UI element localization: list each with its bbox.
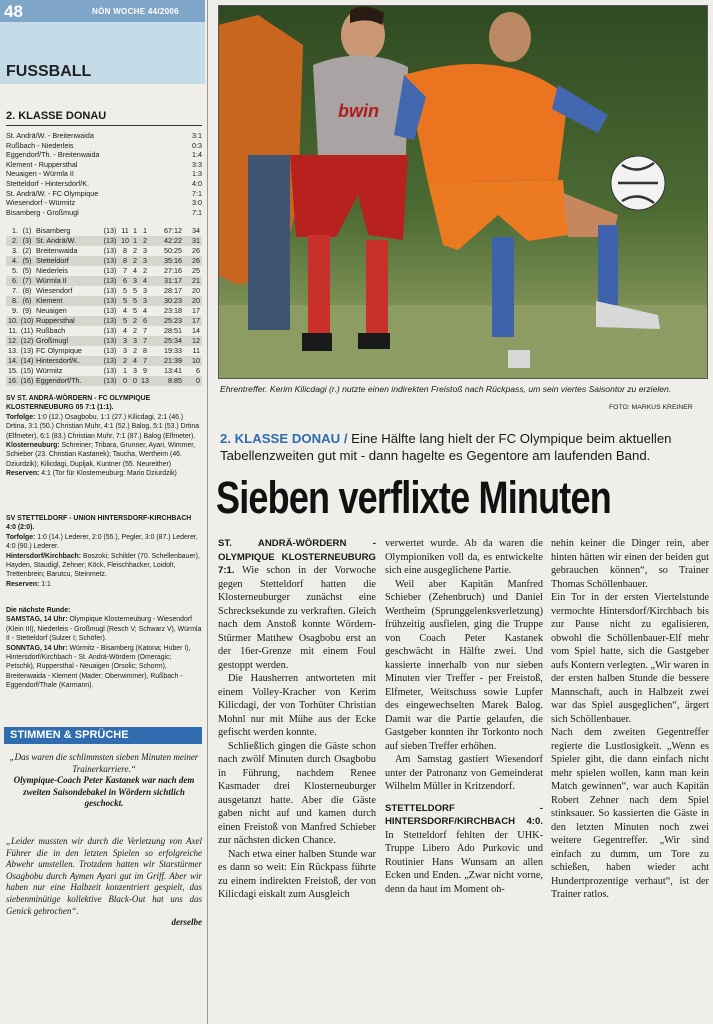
table-cell: (8) — [22, 286, 32, 295]
table-cell: Würmitz — [36, 366, 63, 375]
result-score: 7:1 — [192, 188, 202, 198]
table-cell: (15) — [20, 366, 34, 375]
table-cell: 20 — [192, 286, 200, 295]
table-cell: 2 — [133, 256, 137, 265]
table-row — [6, 266, 202, 276]
table-cell: (13) — [103, 246, 117, 255]
photo-credit: FOTO: MARKUS KREINER — [609, 404, 693, 411]
table-cell: 3. — [12, 246, 18, 255]
table-cell: 1 — [143, 226, 147, 235]
table-cell: 12 — [192, 336, 200, 345]
article-kicker — [220, 430, 706, 464]
table-cell: (14) — [20, 356, 34, 365]
table-cell: (13) — [103, 296, 117, 305]
table-row — [6, 306, 202, 316]
table-cell: (13) — [103, 356, 117, 365]
table-cell: (13) — [103, 336, 117, 345]
kicker-text: Eine Hälfte lang hielt der FC Olympique beim aktuellen Tabellenzweiten gut mit - dann hagelte es Gegentore am laufenden Band. — [220, 431, 672, 463]
next-round-saturday: Olympique Klosterneuburg - Wiesendorf (Klein III), Niederleis - Großmugl (Resch V; Schwarz V), Würmla II - Stetteldorf (Sulzer I; Schöfer). — [6, 616, 202, 643]
result-score: 7:1 — [192, 207, 202, 217]
divider — [6, 125, 202, 126]
article-column-2: verwertet wurde. Ab da waren die Olympioniken voll da, es entwickelte sich eine ausgeglichene Partie. Weil aber Kapitän Manfred Schieber (Zehenbruch) und Daniel Wertheim (Sprunggelenksverletzung) frühzeitig ausfielen, ging die Truppe von Coach Peter Kastanek geschwächt in Hälfte zwei. Und kassierte innerhalb von nur sieben Minuten vier Treffer - per Freistoß, Elfmeter, Weitschuss sowie Lupfer des eingewechselten Marek Balog. Damit war die Partie gelaufen, die Gastgeber konnten ihr Torkonto noch auf sieben Treffer erhöhen. Am Samstag gastiert Wiesendorf unter der Patronanz von Gemeinderat Wilhelm Müller in Kritzendorf. STETTELDORF - HINTERSDORF/KIRCHBACH 4:0. In Stetteldorf fehlten der UHK-Truppe Libero Ado Purkovic und Routinier Hans Wunsam an allen Ecken und Enden. „Zwar nicht vorne, denn da haut im Moment oh- — [385, 538, 543, 895]
result-row — [6, 131, 202, 141]
table-cell: 7 — [123, 266, 127, 275]
table-cell: Großmugl — [36, 336, 68, 345]
photo-frame — [218, 5, 708, 379]
table-cell: 2 — [123, 356, 127, 365]
table-cell: 5 — [133, 296, 137, 305]
article-subhead: STETTELDORF - HINTERSDORF/KIRCHBACH 4:0. — [385, 802, 543, 827]
match2-lineup: Boszoki; Schilder (70. Schellenbauer), Hayden, Staudigl, Zehner; Köck, Fleischhacker, Loidolt, Trettenbrein; Barutcu, Steinmetz. — [6, 552, 200, 579]
table-cell: 20 — [192, 296, 200, 305]
table-cell: Würmla II — [36, 276, 67, 285]
table-cell: 4 — [123, 306, 127, 315]
table-cell: (9) — [22, 306, 32, 315]
result-score: 1:4 — [192, 150, 202, 160]
table-cell: 5 — [123, 296, 127, 305]
table-cell: Niederleis — [36, 266, 68, 275]
table-cell: 21:39 — [164, 356, 182, 365]
table-cell: 0 — [123, 376, 127, 385]
table-cell: 15. — [8, 366, 18, 375]
table-cell: 2. — [12, 236, 18, 245]
table-row — [6, 296, 202, 306]
table-cell: (6) — [22, 296, 32, 305]
column-divider — [207, 0, 208, 1024]
table-cell: St. Andrä/W. — [36, 236, 76, 245]
issue-label: NÖN WOCHE 44/2006 — [92, 7, 179, 16]
table-cell: 3 — [143, 296, 147, 305]
table-cell: 8 — [123, 246, 127, 255]
table-cell: 1. — [12, 226, 18, 235]
table-row — [6, 226, 202, 236]
table-cell: 26 — [192, 256, 200, 265]
table-cell: Stetteldorf — [36, 256, 69, 265]
table-cell: 34 — [192, 226, 200, 235]
table-cell: 10. — [8, 316, 18, 325]
result-row — [6, 160, 202, 170]
table-cell: 21 — [192, 276, 200, 285]
match1-report: SV ST. ANDRÄ-WÖRDERN - FC OLYMPIQUE KLOSTERNEUBURG 05 7:1 (1:1). Torfolge: 1:0 (12.) Osagbobu, 1:1 (27.) Kilicdagi, 2:1 (46.) Drtina, 3:1 (50.) Christian Muhr, 4:1 (52.) Balog, 5:1 (53.) Drtina (Elfmeter), 6:1 (83.) Christian Muhr, 7:1 (87.) Balog (Elfmeter). Klosterneuburg: Schreiner; Tribara, Grunner, Ayari, Wimmer, Schieber (23. Christian Kastanek); Taucha, Wertheim (46. Dziurdzik); Kilicdagi, Dupljak, Kuntner (55. Neureither) Reserven: 4:1 (Tor für Klosterneuburg: Mario Dziurdzik) — [6, 395, 200, 478]
table-row — [6, 286, 202, 296]
table-cell: (13) — [103, 326, 117, 335]
next-round-sunday: Würmitz - Bisamberg (Katona; Huber I), Hintersdorf/Kirchbach - St. Andrä-Wördern (Omeragic; Petschk), Ruppersthal - Neuaigen (Orsolic; Schorm), Breitenwaida - Klement (Mader; Oberwimmer), Rußbach - Eggendorf/Thale (Karmann). — [6, 644, 191, 690]
result-row — [6, 208, 202, 218]
result-score: 3:0 — [192, 198, 202, 208]
table-cell: 5 — [133, 286, 137, 295]
table-cell: (11) — [20, 326, 34, 335]
table-cell: 4 — [133, 266, 137, 275]
table-cell: Eggendorf/Th. — [36, 376, 82, 385]
table-cell: (13) — [103, 266, 117, 275]
page-number: 48 — [4, 2, 23, 21]
table-cell: 2 — [133, 316, 137, 325]
table-cell: 1 — [133, 226, 137, 235]
section-title: FUSSBALL — [6, 63, 92, 80]
table-cell: 13:41 — [164, 366, 182, 375]
match1-lineup: Schreiner; Tribara, Grunner, Ayari, Wimmer, Schieber (23. Christian Kastanek); Taucha, Wertheim (46. Dziurdzik); Kilicdagi, Dupljak, Kuntner (55. Neureither) — [6, 442, 196, 468]
match1-reserve: 4:1 (Tor für Klosterneuburg: Mario Dziurdzik) — [41, 470, 177, 478]
table-cell: 11 — [192, 346, 200, 355]
table-row — [6, 256, 202, 266]
table-cell: 3 — [133, 276, 137, 285]
result-row — [6, 141, 202, 151]
table-cell: 2 — [143, 266, 147, 275]
table-cell: 10 — [121, 236, 129, 245]
article-column-3: nehin keiner die Dinger rein, aber hinten hätten wir einen der beiden gut gebrauchen können“, so Trainer Thomas Schöllenbauer. Ein Tor in der ersten Viertelstunde vermochte Hintersdorf/Kirchbach bis zur Pause nicht zu egalisieren, obwohl die Schöllenbauer-Elf mehr vom Spiel hatte, sich die Gastgeber aufs Kontern verlegten. „Wir waren in der ersten halben Stunde die bessere Mannschaft, auch in Halbzeit zwei war das Spiel ausgeglichen“, ärgert sich Schöllenbauer. Nach dem zweiten Gegentreffer regierte die Lustlosigkeit. „Wenn es Spieler gibt, die dann einfach nicht mehr spielen wollen, kann man kein Match gewinnen“, war auch Kapitän Robert Zehner nach dem Spiel stinksauer. So kassierten die Gäste in den letzten Minuten noch zwei weitere Gegentreffer. „Wir sind einfach zu dumm, um Tore zu schießen, haben wieder acht Hundertprozentige verhaut“, ist der Trainer ratlos. — [551, 538, 709, 900]
table-cell: 2 — [133, 346, 137, 355]
table-cell: 5. — [12, 266, 18, 275]
table-cell: (7) — [22, 276, 32, 285]
table-cell: 14 — [192, 326, 200, 335]
result-score: 3:1 — [192, 131, 202, 140]
result-score: 0:3 — [192, 140, 202, 150]
table-cell: 3 — [143, 246, 147, 255]
table-cell: Wiesendorf — [36, 286, 73, 295]
table-cell: (10) — [20, 316, 34, 325]
table-cell: (5) — [22, 266, 32, 275]
match2-reserve: 1:1 — [41, 580, 51, 588]
table-cell: 6 — [196, 366, 200, 375]
table-cell: Breitenwaida — [36, 246, 78, 255]
table-cell: (13) — [103, 346, 117, 355]
table-cell: 0 — [133, 376, 137, 385]
table-cell: 35:16 — [164, 256, 182, 265]
table-cell: 9 — [143, 366, 147, 375]
table-cell: 31:17 — [164, 276, 182, 285]
table-cell: 28:51 — [164, 326, 182, 335]
table-cell: 13 — [141, 376, 149, 385]
table-cell: (13) — [103, 366, 117, 375]
result-match: Klement - Ruppersthal — [6, 159, 78, 169]
table-cell: 6 — [143, 316, 147, 325]
next-round-label: Die nächste Runde: — [6, 607, 71, 614]
table-cell: (13) — [20, 346, 34, 355]
table-cell: 5 — [123, 316, 127, 325]
table-cell: 67:12 — [164, 226, 182, 235]
result-row — [6, 179, 202, 189]
result-match: Neuaigen - Würmla II — [6, 169, 74, 179]
next-round: Die nächste Runde: SAMSTAG, 14 Uhr: Olympique Klosterneuburg - Wiesendorf (Klein III), Niederleis - Großmugl (Resch V; Schwarz V), Würmla II - Stetteldorf (Sulzer I; Schöfer). SONNTAG, 14 Uhr: Würmitz - Bisamberg (Katona; Huber I), Hintersdorf/Kirchbach - St. Andrä-Wördern (Omeragic; Petschk), Ruppersthal - Neuaigen (Orsolic; Schorm), Breitenwaida - Klement (Mader; Oberwimmer), Rußbach - Eggendorf/Thale (Karmann). — [6, 607, 202, 690]
table-cell: 16. — [8, 376, 18, 385]
table-cell: 4 — [143, 276, 147, 285]
table-row — [6, 356, 202, 366]
table-cell: 3 — [133, 336, 137, 345]
match1-title: SV ST. ANDRÄ-WÖRDERN - FC OLYMPIQUE KLOSTERNEUBURG 05 7:1 (1:1). — [6, 395, 151, 412]
table-cell: 4. — [12, 256, 18, 265]
match1-goals: 1:0 (12.) Osagbobu, 1:1 (27.) Kilicdagi, 2:1 (46.) Drtina, 3:1 (50.) Christian Muhr, 4:1 (52.) Balog, 5:1 (53.) Drtina (Elfmeter), 6:1 (83.) Christian Muhr, 7:1 (87.) Balog (Elfmeter). — [6, 413, 200, 440]
table-cell: 2 — [133, 246, 137, 255]
table-cell: 7 — [143, 356, 147, 365]
table-row — [6, 326, 202, 336]
table-cell: 12. — [8, 336, 18, 345]
table-cell: 30:23 — [164, 296, 182, 305]
result-score: 3:3 — [192, 159, 202, 169]
table-cell: 42:22 — [164, 236, 182, 245]
table-cell: 17 — [192, 306, 200, 315]
table-cell: 4 — [133, 356, 137, 365]
kicker-label: 2. KLASSE DONAU / — [220, 431, 348, 446]
match2-report: SV STETTELDORF - UNION HINTERSDORF-KIRCHBACH 4:0 (2:0). Torfolge: 1:0 (14.) Lederer, 2:0 (55.), Pegler, 3:0 (87.) Lederer, 4:0 (90.) Lederer. Hintersdorf/Kirchbach: Boszoki; Schilder (70. Schellenbauer), Hayden, Staudigl, Zehner; Köck, Fleischhacker, Loidolt, Trettenbrein; Barutcu, Steinmetz. Reserven: 1:1 — [6, 515, 200, 588]
table-cell: 5 — [123, 286, 127, 295]
quote-2: „Leider mussten wir durch die Verletzung von Axel Führer die in den letzten Spielen so erfolgreiche Abwehr umstellen. Trotzdem hatten wir Starstürmer Osagbobu durch Aymen Ayari gut im Griff. Aber wir haben nur eine Halbzeit konzentriert gespielt, das siebenminütige kollektive Black-Out hat uns das Genick gebrochen“. derselbe — [6, 836, 202, 928]
match2-title: SV STETTELDORF - UNION HINTERSDORF-KIRCHBACH 4:0 (2:0). — [6, 515, 192, 532]
table-cell: 0 — [196, 376, 200, 385]
table-cell: 1 — [123, 366, 127, 375]
table-cell: 10 — [192, 356, 200, 365]
standings-table — [6, 226, 202, 386]
table-cell: 8. — [12, 296, 18, 305]
table-cell: Bisamberg — [36, 226, 71, 235]
table-cell: (1) — [22, 226, 32, 235]
table-cell: 3 — [123, 336, 127, 345]
result-match: Bisamberg - Großmugl — [6, 207, 79, 217]
article-column-1: ST. ANDRÄ-WÖRDERN - OLYMPIQUE KLOSTERNEUBURG 7:1. Wie schon in der Vorwoche gegen Stetteldorf hatten die Klosterneuburger zunächst eine Schrecksekunde zu verkraften. Gleich nach dem Anstoß konnte Wördern-Stürmer Matthew Osagbobu erst an der 16er-Grenze mit einem Foul gestoppt werden. Die Hausherren antworteten mit einem Volley-Kracher von Kerim Kilicdagi, der von Torhüter Christian Mohnl nur mit Mühe aus der Ecke gefischt werden konnte. Schließlich gingen die Gäste schon nach zwölf Minuten durch Osagbobu in Führung, nachdem Renee Kasmader drei Klosterneuburger ausgetanzt hatte. Aber die Gäste gaben nicht auf und kamen durch einen Freistoß von Manfred Schieber zur nächsten dicken Chance. Nach etwa einer halben Stunde war es dann so weit: Ein Rückpass führte zu einem indirekten Freistoß, der von Kilicdagi eiskalt zum Ausgleich — [218, 538, 376, 900]
table-cell: (13) — [103, 256, 117, 265]
table-row — [6, 336, 202, 346]
table-cell: 6. — [12, 276, 18, 285]
result-row — [6, 189, 202, 199]
table-cell: 3 — [123, 346, 127, 355]
table-cell: 7 — [143, 326, 147, 335]
table-cell: 2 — [143, 236, 147, 245]
table-cell: (13) — [103, 306, 117, 315]
table-cell: 1 — [133, 236, 137, 245]
table-cell: 11. — [8, 326, 18, 335]
table-cell: 3 — [143, 256, 147, 265]
table-cell: 6 — [123, 276, 127, 285]
table-row — [6, 276, 202, 286]
result-match: St. Andrä/W. - FC Olympique — [6, 188, 99, 198]
table-cell: Ruppersthal — [36, 316, 75, 325]
table-cell: 3 — [133, 366, 137, 375]
table-cell: FC Olympique — [36, 346, 82, 355]
table-cell: 17 — [192, 316, 200, 325]
table-cell: (2) — [22, 246, 32, 255]
table-cell: Klement — [36, 296, 63, 305]
table-cell: 13. — [8, 346, 18, 355]
table-cell: 19:33 — [164, 346, 182, 355]
table-cell: (13) — [103, 236, 117, 245]
table-cell: 8:85 — [168, 376, 182, 385]
table-cell: 25:23 — [164, 316, 182, 325]
table-cell: (13) — [103, 316, 117, 325]
shirt-sponsor: bwin — [338, 101, 379, 121]
table-cell: Rußbach — [36, 326, 66, 335]
quote-1: „Das waren die schlimmsten sieben Minuten meiner Trainerkarriere.“ Olympique-Coach Peter Kastanek war nach dem zweiten Saisondebakel in Wördern sichtlich geschockt. — [9, 752, 199, 809]
table-row — [6, 246, 202, 256]
table-cell: 9. — [12, 306, 18, 315]
table-row — [6, 376, 202, 386]
league-heading: 2. KLASSE DONAU — [6, 110, 107, 122]
article-headline: Sieben verflixte Minuten — [216, 472, 611, 523]
table-cell: 11 — [121, 226, 129, 235]
table-cell: 3 — [143, 286, 147, 295]
table-cell: 27:16 — [164, 266, 182, 275]
table-cell: (16) — [20, 376, 34, 385]
table-cell: 14. — [8, 356, 18, 365]
result-match: Rußbach - Niederleis — [6, 140, 74, 150]
table-cell: 26 — [192, 246, 200, 255]
table-row — [6, 366, 202, 376]
table-cell: (12) — [20, 336, 34, 345]
results-list — [6, 131, 202, 217]
table-cell: 23:18 — [164, 306, 182, 315]
table-cell: 4 — [123, 326, 127, 335]
table-cell: 25 — [192, 266, 200, 275]
table-cell: 5 — [133, 306, 137, 315]
table-cell: Hintersdorf/K. — [36, 356, 80, 365]
table-cell: (13) — [103, 276, 117, 285]
table-cell: 28:17 — [164, 286, 182, 295]
table-cell: 8 — [123, 256, 127, 265]
result-score: 1:3 — [192, 169, 202, 179]
quote-2-attribution: derselbe — [171, 917, 202, 928]
result-match: Eggendorf/Th. - Breitenwaida — [6, 150, 100, 160]
result-score: 4:0 — [192, 178, 202, 188]
table-cell: 8 — [143, 346, 147, 355]
table-cell: (5) — [22, 256, 32, 265]
table-cell: 50:25 — [164, 246, 182, 255]
table-cell: (13) — [103, 376, 117, 385]
result-row — [6, 198, 202, 208]
result-match: St. Andrä/W. - Breitenwaida — [6, 131, 94, 140]
match2-goals: 1:0 (14.) Lederer, 2:0 (55.), Pegler, 3:0 (87.) Lederer, 4:0 (90.) Lederer. — [6, 533, 198, 551]
table-cell: (13) — [103, 226, 117, 235]
table-cell: 4 — [143, 306, 147, 315]
table-row — [6, 316, 202, 326]
article-lead: ST. ANDRÄ-WÖRDERN - OLYMPIQUE KLOSTERNEUBURG 7:1. — [218, 538, 376, 576]
result-row — [6, 150, 202, 160]
table-cell: 7. — [12, 286, 18, 295]
table-cell: (3) — [22, 236, 32, 245]
table-cell: Neuaigen — [36, 306, 67, 315]
table-cell: 2 — [133, 326, 137, 335]
result-match: Stetteldorf - Hintersdorf/K. — [6, 178, 90, 188]
table-row — [6, 346, 202, 356]
table-cell: (13) — [103, 286, 117, 295]
table-row — [6, 236, 202, 246]
result-match: Wiesendorf - Würmitz — [6, 198, 76, 208]
table-cell: 25:34 — [164, 336, 182, 345]
quotes-header: STIMMEN & SPRÜCHE — [10, 729, 129, 741]
result-row — [6, 169, 202, 179]
quote-1-attribution: Olympique-Coach Peter Kastanek war nach dem zweiten Saisondebakel in Wördern sichtlich geschockt. — [13, 775, 195, 809]
photo-caption: Ehrentreffer. Kerim Kilicdagi (r.) nutzte einen indirekten Freistoß nach Rückpass, um sein viertes Saisontor zu erzielen. — [220, 384, 672, 394]
table-cell: 7 — [143, 336, 147, 345]
table-cell: 31 — [192, 236, 200, 245]
